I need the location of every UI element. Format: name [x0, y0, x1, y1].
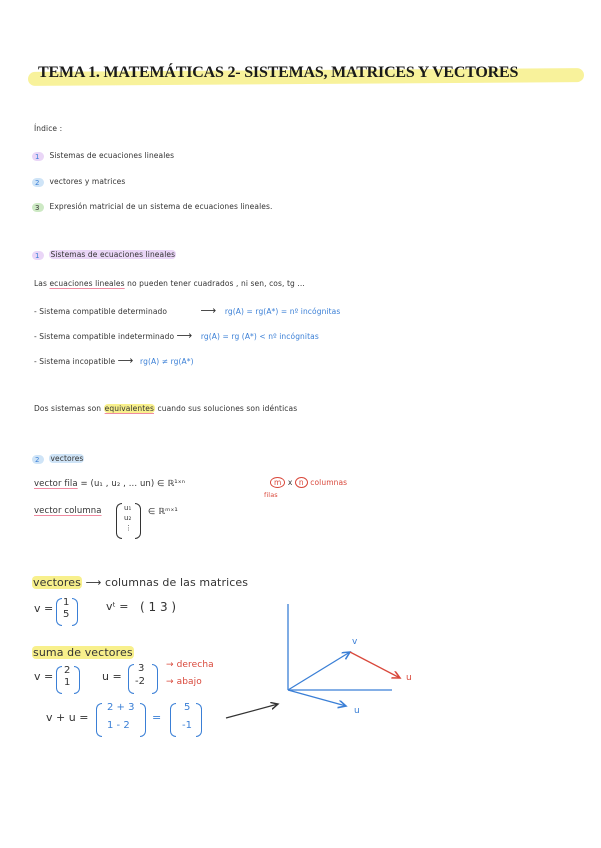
sum-v-eq: v =	[34, 670, 54, 683]
column-vector-entry-3: ⋮	[125, 524, 133, 532]
sum-vectors-heading: suma de vectores	[33, 646, 133, 659]
equivalent-systems-note: Dos sistemas son equivalentes cuando sus soluciones son idénticas	[34, 404, 298, 413]
result-entry-2: -1	[182, 720, 192, 731]
arrow-icon: ⟶	[117, 354, 134, 367]
pointer-arrow	[226, 704, 278, 718]
label-sum: u	[406, 673, 412, 683]
section2-num: 2	[32, 455, 44, 464]
rows-note: filas	[264, 491, 278, 499]
index-num-3: 3	[32, 203, 44, 212]
column-vector-entry-1: u₁	[124, 504, 132, 512]
sum-u-entry-2: -2	[135, 676, 145, 687]
v-entry-2: 5	[63, 609, 70, 620]
section1-title: Sistemas de ecuaciones lineales	[50, 250, 176, 259]
section2-title: vectores	[50, 454, 84, 463]
section1-intro: Las ecuaciones lineales no pueden tener cuadrados , ni sen, cos, tg ...	[34, 279, 305, 288]
equivalentes-term: equivalentes	[104, 404, 155, 413]
index-num-1: 1	[32, 152, 44, 161]
sum-u-eq: u =	[102, 670, 122, 683]
sum-equals: =	[152, 711, 162, 724]
index-text-1: Sistemas de ecuaciones lineales	[49, 151, 175, 160]
index-text-3: Expresión matricial de un sistema de ecuaciones lineales.	[49, 202, 273, 211]
v-eq: v =	[34, 602, 54, 615]
column-vector-entry-2: u₂	[124, 514, 132, 522]
case-incompatible: - Sistema incopatible ⟶ rg(A) ≠ rg(A*)	[34, 354, 194, 367]
vt-value: ( 1 3 )	[140, 600, 177, 614]
label-v: v	[352, 637, 358, 647]
index-label: Índice :	[34, 124, 63, 133]
sum-entry-1: 2 + 3	[107, 702, 135, 713]
index-num-2: 2	[32, 178, 44, 187]
vectores-label: vectores	[33, 576, 81, 589]
section1-num: 1	[32, 251, 44, 260]
vectores-columns-line: vectores ⟶ columnas de las matrices	[33, 576, 249, 589]
column-vector-formula: ∈ ℝᵐˣ¹	[148, 507, 178, 517]
case-compatible-indeterminado: - Sistema compatible indeterminado ⟶ rg(A) = rg (A*) < nº incógnitas	[34, 329, 319, 342]
sum-v-entry-1: 2	[64, 665, 71, 676]
sum-entry-2: 1 - 2	[107, 720, 130, 731]
label-u: u	[354, 706, 360, 716]
vt-eq: vᵗ =	[106, 600, 129, 613]
down-note: → abajo	[166, 677, 202, 687]
right-note: → derecha	[166, 660, 214, 670]
page-title: TEMA 1. MATEMÁTICAS 2- SISTEMAS, MATRICES Y VECTORES	[38, 64, 519, 81]
dimension-note: m x n columnas	[270, 477, 347, 488]
arrow-icon: ⟶	[85, 576, 102, 589]
arrow-icon: ⟶	[176, 329, 193, 342]
vector-sum-arrow	[350, 652, 400, 678]
row-vector-formula: = (u₁ , u₂ , ... un) ∈ ℝ¹ˣⁿ	[80, 479, 186, 489]
sum-v-entry-2: 1	[64, 677, 71, 688]
vector-v-arrow	[288, 652, 350, 690]
linear-equations-term: ecuaciones lineales	[49, 279, 125, 288]
column-vector-label: vector columna	[34, 506, 102, 516]
row-vector-label: vector fila	[34, 479, 78, 489]
arrow-icon: ⟶	[200, 304, 217, 317]
case-compatible-determinado: - Sistema compatible determinado ⟶ rg(A) = rg(A*) = nº incógnitas	[34, 304, 341, 317]
sum-u-entry-1: 3	[138, 663, 145, 674]
vector-u-arrow	[288, 690, 346, 706]
index-text-2: vectores y matrices	[49, 177, 126, 186]
sum-eq: v + u =	[46, 711, 89, 724]
v-entry-1: 1	[63, 597, 70, 608]
result-entry-1: 5	[184, 702, 191, 713]
